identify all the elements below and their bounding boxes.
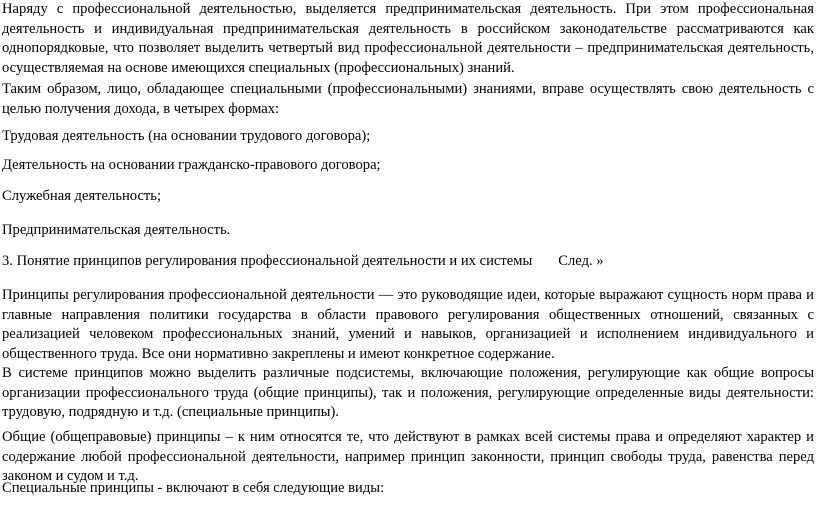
list-item-labor-activity: Трудовая деятельность (на основании трудового договора); <box>2 128 371 144</box>
paragraph-principles-definition: Принципы регулирования профессиональной деятельности — это руководящие идеи, которые выражают сущность норм права и главные направления политики государства в области правового регулирования общественных отношений, связанных с реализацией человеком профессиональных знаний, умений и навыков, организацией и исполнением индивидуального и общественного труда. Все они нормативно закреплены и имеют конкретное содержание. <box>2 287 814 362</box>
paragraph-four-forms-intro: Таким образом, лицо, обладающее специальными (профессиональными) знаниями, вправе осуществлять свою деятельность с целью получения дохода, в четырех формах: <box>2 81 814 117</box>
next-page-link[interactable]: След. » <box>558 253 604 269</box>
paragraph-principles-subsystems: В системе принципов можно выделить различные подсистемы, включающие положения, регулирующие как общие вопросы организации профессионального труда (общие принципы), так и положения, регулирующие определенные виды деятельности: трудовую, подрядную и т.д. (специальные принципы). <box>2 365 814 420</box>
paragraph-general-principles: Общие (общеправовые) принципы – к ним относятся те, что действуют в рамках всей системы права и определяют характер и содержание любой профессиональной деятельности, например принцип законности, принцип свободы труда, равенства перед законом и судом и т.д. <box>2 429 814 484</box>
section-heading-line <box>2 252 814 272</box>
list-item-civil-contract-activity: Деятельность на основании гражданско-правового договора; <box>2 157 381 173</box>
list-item-service-activity: Служебная деятельность; <box>2 188 162 204</box>
list-item-entrepreneurial-activity: Предпринимательская деятельность. <box>2 222 231 238</box>
paragraph-special-principles: Специальные принципы - включают в себя следующие виды: <box>2 480 385 496</box>
section-heading-title: 3. Понятие принципов регулирования профессиональной деятельности и их системы <box>2 253 533 269</box>
paragraph-entrepreneurial-activity: Наряду с профессиональной деятельностью, выделяется предпринимательская деятельность. При этом профессиональная деятельность и индивидуальная предпринимательская деятельность в российском законодательстве рассматриваются как однопорядковые, что позволяет выделить четвертый вид профессиональной деятельности – предпринимательская деятельность, осуществляемая на основе имеющихся специальных (профессиональных) знаний. <box>2 1 814 76</box>
